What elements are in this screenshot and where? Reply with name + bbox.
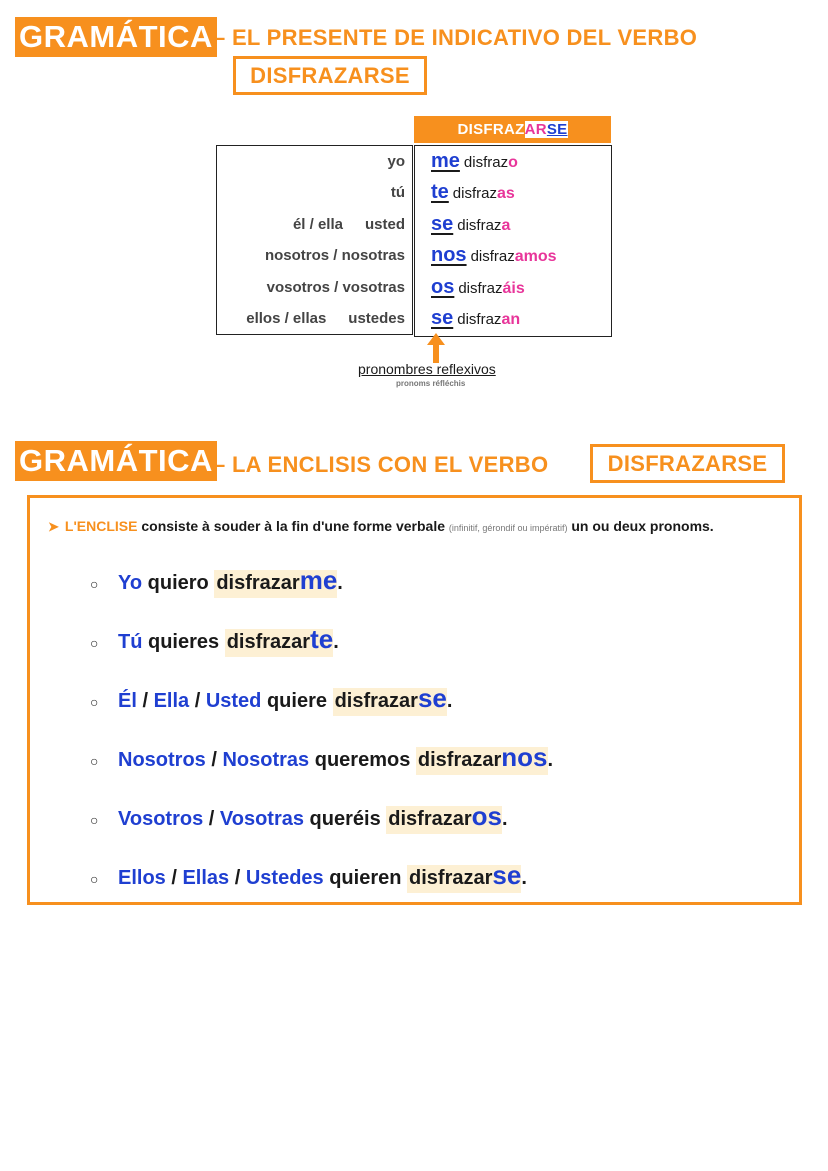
infinitive-text: disfrazar [216, 572, 300, 594]
reflexive-pronoun: te [431, 181, 449, 203]
verb-stem: disfraz [463, 154, 509, 171]
highlighted-infinitive [407, 860, 522, 893]
enclitic-pronoun: se [417, 683, 447, 713]
example-subject: Ustedes [245, 867, 324, 889]
verb-stem: disfraz [470, 248, 515, 265]
example-subject: Ellos [118, 867, 166, 889]
subject-cell [246, 303, 405, 334]
subject-formal-text: usted [364, 216, 405, 233]
sentence-period: . [521, 867, 527, 889]
arrow-bullet-icon: ➤ [48, 519, 59, 534]
example-subject: Tú [118, 631, 143, 653]
enclisis-example [90, 678, 452, 718]
enclisis-note: (infinitif, gérondif ou impératif) [448, 523, 568, 533]
enclitic-pronoun: nos [501, 742, 548, 772]
subject-separator: / [136, 690, 154, 712]
example-verb: queréis [309, 808, 381, 830]
subject-separator: / [189, 690, 206, 712]
verb-ending: an [501, 311, 521, 328]
section2-verb-box: DISFRAZARSE [590, 444, 785, 483]
infinitive-text: disfrazar [334, 690, 418, 712]
sentence-period: . [501, 808, 508, 830]
conjugated-form [431, 177, 515, 208]
conjugated-form [431, 146, 518, 177]
circle-bullet-icon: ○ [90, 693, 99, 710]
section2-title: GRAMÁTICA [15, 441, 217, 481]
subject-separator: / [205, 749, 223, 771]
verb-stem: disfraz [457, 217, 502, 234]
example-subject: Usted [205, 690, 262, 712]
enclisis-example [90, 619, 339, 659]
header-stem: DISFRAZ [457, 121, 525, 138]
subject-cell [267, 272, 405, 303]
circle-bullet-icon: ○ [90, 634, 99, 651]
infinitive-text: disfrazar [388, 808, 472, 830]
example-verb: quieres [148, 631, 220, 653]
conjugated-form [431, 240, 557, 271]
subject-cell [265, 240, 405, 271]
enclisis-term: L'ENCLISE [64, 518, 138, 534]
example-verb: quiero [147, 572, 209, 594]
example-subject: Él [118, 690, 137, 712]
sentence-period: . [446, 690, 453, 712]
reflexive-pronoun: os [431, 276, 455, 298]
enclisis-example [90, 796, 508, 836]
example-subject: Nosotros [118, 749, 206, 771]
sentence-period: . [337, 572, 343, 594]
example-subject: Vosotras [219, 808, 304, 830]
reflexive-pronoun: nos [431, 244, 467, 266]
verb-stem: disfraz [452, 185, 497, 202]
enclisis-panel [27, 495, 802, 905]
reflexive-pronouns-label: pronombres reflexivos [358, 361, 496, 377]
verb-ending: áis [502, 280, 525, 297]
subject-text: yo [387, 153, 405, 170]
subject-separator: / [203, 808, 220, 830]
enclitic-pronoun: os [471, 801, 502, 831]
sentence-period: . [547, 749, 554, 771]
example-subject: Nosotras [222, 749, 310, 771]
subject-cell [293, 209, 405, 240]
sentence-period: . [333, 631, 339, 653]
circle-bullet-icon: ○ [90, 811, 99, 828]
highlighted-infinitive [333, 683, 447, 716]
enclisis-end: un ou deux pronoms. [571, 518, 714, 534]
conjugated-form [431, 209, 510, 240]
highlighted-infinitive [225, 624, 334, 657]
subject-text: nosotros / nosotras [264, 247, 405, 264]
section1-verb-box: DISFRAZARSE [233, 56, 427, 95]
verb-ending: amos [514, 248, 557, 265]
circle-bullet-icon: ○ [90, 870, 99, 887]
subject-formal-text: ustedes [348, 310, 405, 327]
example-subject: Ellas [182, 867, 230, 889]
enclisis-text: consiste à souder à la fin d'une forme verbale [141, 518, 446, 534]
subject-text: tú [390, 184, 405, 201]
subject-text: él / ella [292, 216, 343, 233]
enclitic-pronoun: me [299, 565, 338, 595]
conjugated-form [431, 303, 520, 334]
enclisis-example [90, 855, 527, 895]
infinitive-text: disfrazar [409, 867, 493, 889]
reflexive-pronoun: se [431, 213, 454, 235]
subject-separator: / [229, 867, 246, 889]
section2-subtitle: – LA ENCLISIS CON EL VERBO [213, 452, 549, 477]
verb-ending: o [508, 154, 518, 171]
highlighted-infinitive [386, 801, 502, 834]
highlighted-infinitive [416, 742, 548, 775]
subject-text: vosotros / vosotras [266, 279, 405, 296]
example-verb: quiere [266, 690, 327, 712]
circle-bullet-icon: ○ [90, 575, 99, 592]
subject-column [216, 145, 413, 335]
subject-cell [387, 146, 405, 177]
enclisis-definition [48, 518, 714, 535]
section1-subtitle: – EL PRESENTE DE INDICATIVO DEL VERBO [213, 25, 698, 50]
example-subject: Vosotros [118, 808, 204, 830]
infinitive-text: disfrazar [417, 749, 502, 771]
reflexive-pronoun: se [431, 307, 454, 329]
conjugation-table-header [414, 116, 611, 143]
circle-bullet-icon: ○ [90, 752, 99, 769]
enclitic-pronoun: se [492, 860, 522, 890]
verb-ending: a [501, 217, 511, 234]
enclisis-example [90, 560, 343, 600]
example-verb: quieren [329, 867, 402, 889]
example-subject: Ella [153, 690, 190, 712]
conjugated-form [431, 272, 525, 303]
section1-title: GRAMÁTICA [15, 17, 217, 57]
up-arrow-icon [427, 333, 445, 363]
header-ending: AR [524, 121, 547, 138]
example-verb: queremos [314, 749, 411, 771]
subject-cell [391, 177, 405, 208]
enclitic-pronoun: te [310, 624, 334, 654]
example-subject: Yo [118, 572, 143, 594]
reflexive-pronoun: me [431, 150, 460, 172]
header-reflexive: SE [546, 121, 568, 138]
enclisis-example [90, 737, 553, 777]
verb-stem: disfraz [458, 280, 503, 297]
subject-separator: / [165, 867, 183, 889]
verb-ending: as [496, 185, 515, 202]
verb-stem: disfraz [457, 311, 502, 328]
highlighted-infinitive [214, 565, 338, 598]
reflexive-pronouns-translation: pronoms réfléchis [396, 379, 466, 388]
conjugated-forms-column [414, 145, 612, 337]
subject-text: ellos / ellas [246, 310, 327, 327]
infinitive-text: disfrazar [226, 631, 311, 653]
